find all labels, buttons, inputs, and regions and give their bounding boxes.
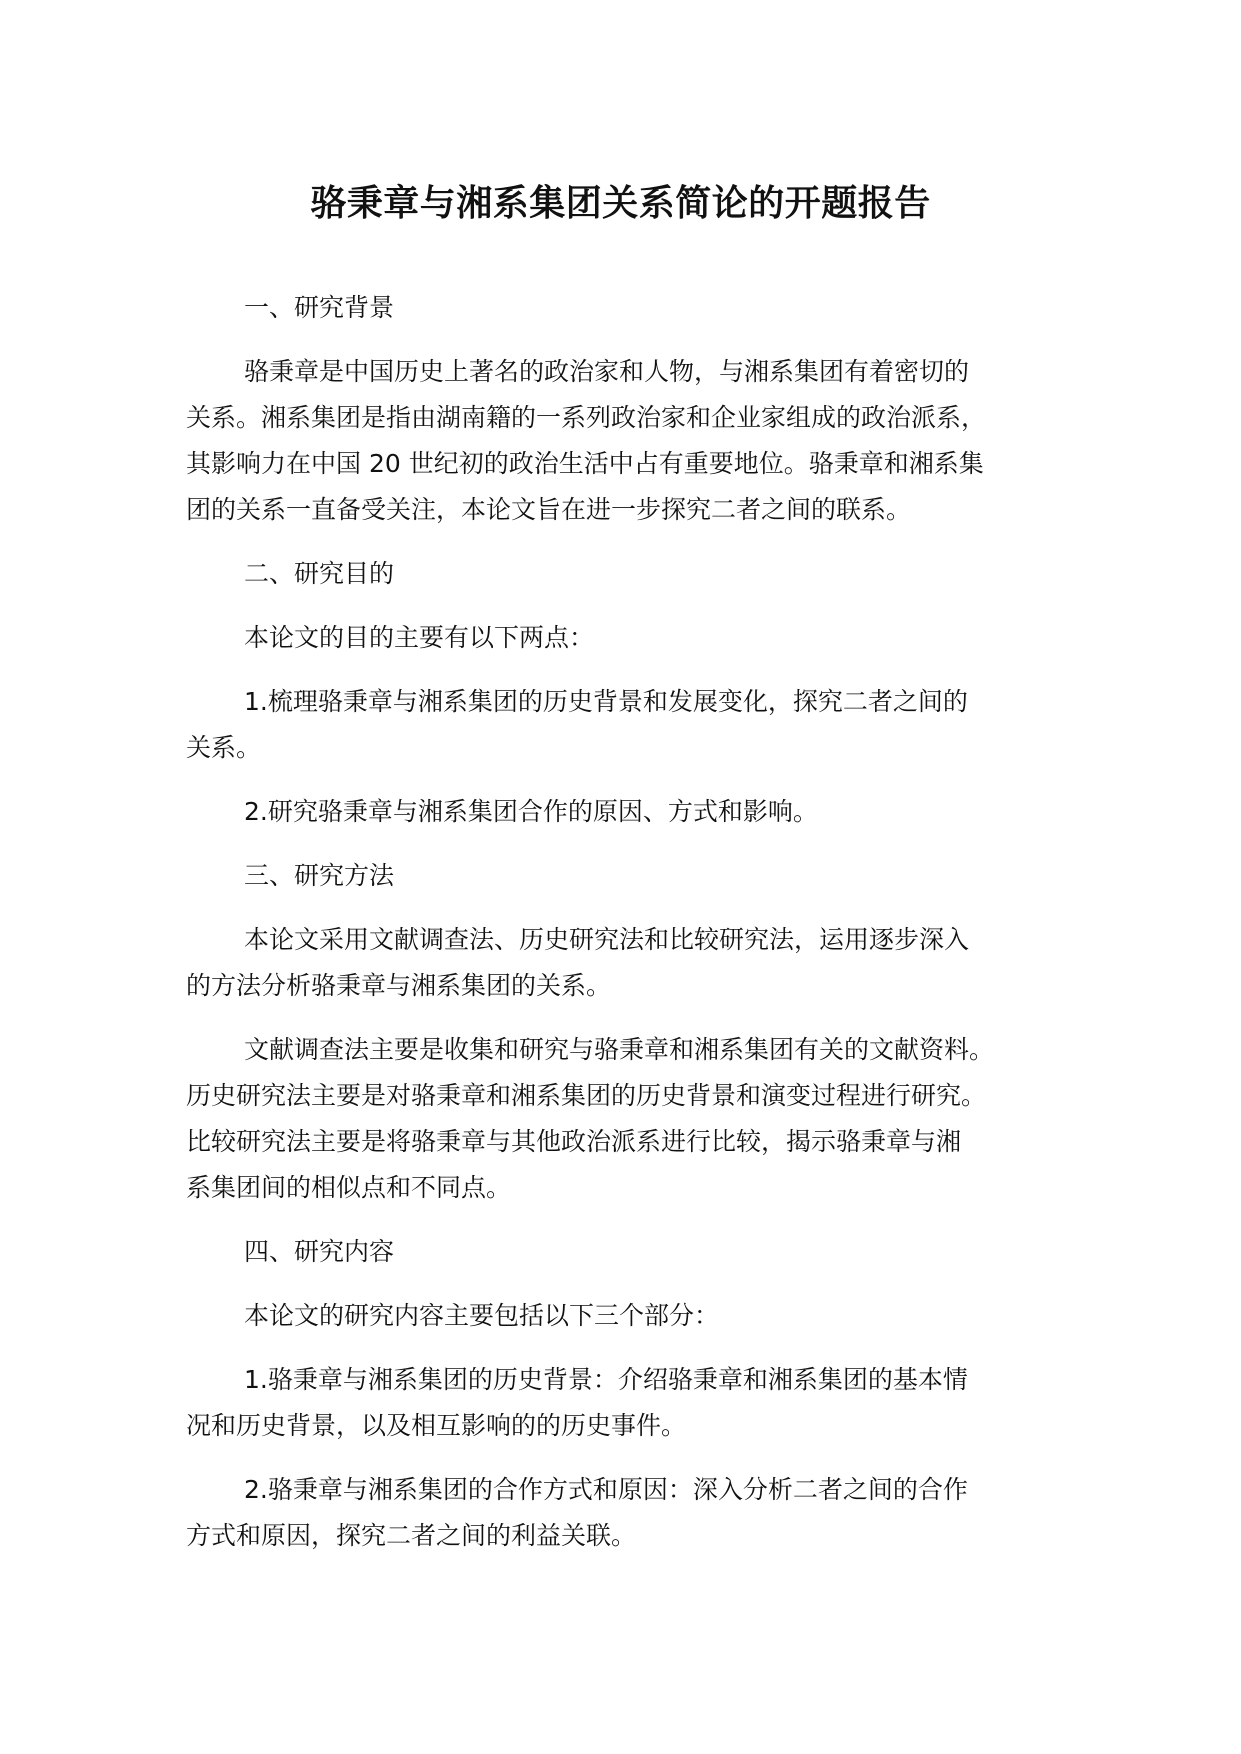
paragraph-line: 关系。 xyxy=(186,733,262,762)
paragraph-purpose-item-1 xyxy=(186,679,1070,771)
paragraph-method-detail xyxy=(186,1027,1070,1211)
section-heading-method: 三、研究方法 xyxy=(244,861,395,890)
paragraph-line: 骆秉章是中国历史上著名的政治家和人物，与湘系集团有着密切的 xyxy=(244,357,970,386)
paragraph-purpose-intro xyxy=(186,615,1070,661)
paragraph-content-intro xyxy=(186,1293,1070,1339)
paragraph-line: 2.研究骆秉章与湘系集团合作的原因、方式和影响。 xyxy=(244,797,818,826)
paragraph-content-item-2 xyxy=(186,1467,1070,1559)
paragraph-line: 1.骆秉章与湘系集团的历史背景：介绍骆秉章和湘系集团的基本情 xyxy=(244,1365,968,1394)
paragraph-line: 关系。湘系集团是指由湖南籍的一系列政治家和企业家组成的政治派系， xyxy=(186,403,987,432)
section-heading-content: 四、研究内容 xyxy=(244,1237,395,1266)
paragraph-content-item-1 xyxy=(186,1357,1070,1449)
paragraph-line: 其影响力在中国 20 世纪初的政治生活中占有重要地位。骆秉章和湘系集 xyxy=(186,449,984,478)
paragraph-line: 本论文的研究内容主要包括以下三个部分： xyxy=(244,1301,720,1330)
paragraph-line: 方式和原因，探究二者之间的利益关联。 xyxy=(186,1521,637,1550)
document-title: 骆秉章与湘系集团关系简论的开题报告 xyxy=(310,183,931,224)
section-heading-background: 一、研究背景 xyxy=(244,293,395,322)
paragraph-line: 1.梳理骆秉章与湘系集团的历史背景和发展变化，探究二者之间的 xyxy=(244,687,968,716)
paragraph-line: 况和历史背景，以及相互影响的的历史事件。 xyxy=(186,1411,687,1440)
document-body xyxy=(186,285,1070,1577)
paragraph-line: 系集团间的相似点和不同点。 xyxy=(186,1173,512,1202)
paragraph-line: 本论文采用文献调查法、历史研究法和比较研究法，运用逐步深入 xyxy=(244,925,970,954)
paragraph-line: 文献调查法主要是收集和研究与骆秉章和湘系集团有关的文献资料。 xyxy=(244,1035,995,1064)
paragraph-line: 比较研究法主要是将骆秉章与其他政治派系进行比较，揭示骆秉章与湘 xyxy=(186,1127,962,1156)
section-heading-purpose: 二、研究目的 xyxy=(244,559,395,588)
paragraph-method-overview xyxy=(186,917,1070,1009)
paragraph-line: 2.骆秉章与湘系集团的合作方式和原因：深入分析二者之间的合作 xyxy=(244,1475,968,1504)
paragraph-purpose-item-2 xyxy=(186,789,1070,835)
paragraph-line: 本论文的目的主要有以下两点： xyxy=(244,623,595,652)
paragraph-line: 团的关系一直备受关注，本论文旨在进一步探究二者之间的联系。 xyxy=(186,495,912,524)
paragraph-line: 历史研究法主要是对骆秉章和湘系集团的历史背景和演变过程进行研究。 xyxy=(186,1081,987,1110)
paragraph-background xyxy=(186,349,1070,533)
paragraph-line: 的方法分析骆秉章与湘系集团的关系。 xyxy=(186,971,612,1000)
